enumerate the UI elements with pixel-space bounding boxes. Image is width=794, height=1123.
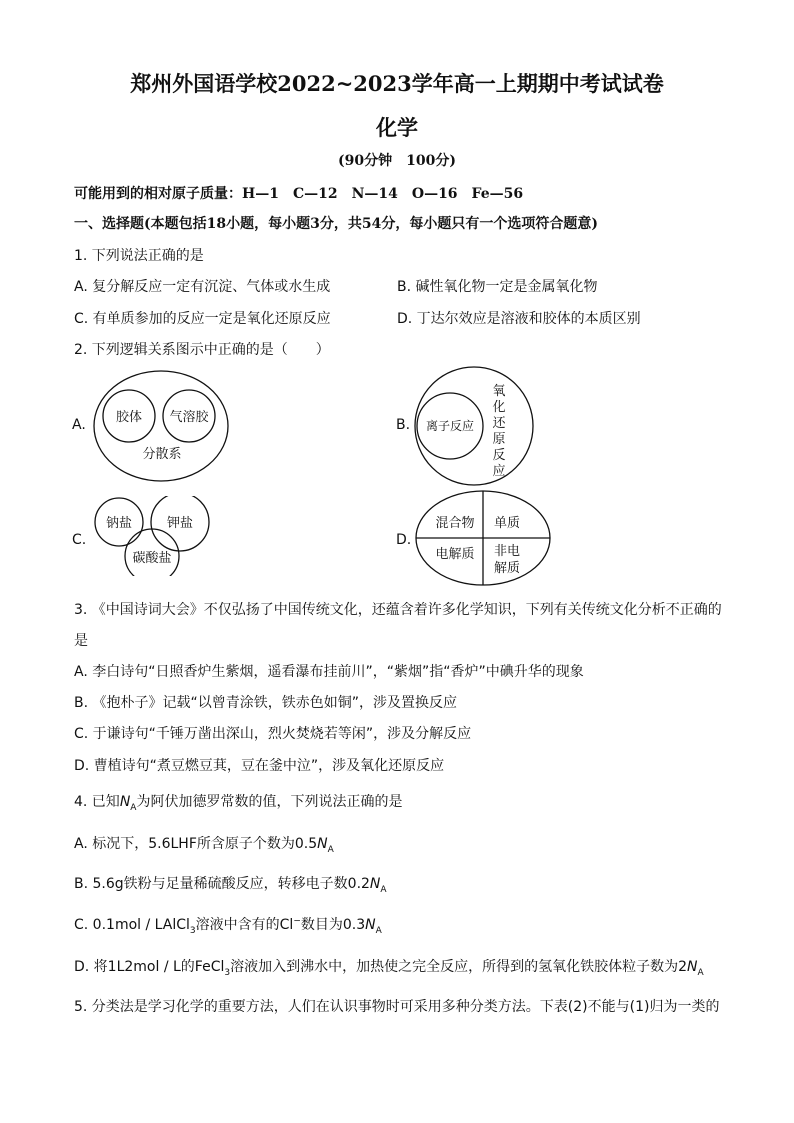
q4-stem: 4. 已知$N_A$为阿伏加德罗常数的值，下列说法正确的是: [74, 794, 403, 813]
q1-option-d: D. 丁达尔效应是溶液和胶体的本质区别: [397, 311, 641, 327]
q3-option-b: B. 《抱朴子》记载“以曾青涂铁，铁赤色如铜”，涉及置换反应: [74, 695, 458, 711]
q4-option-a: A. 标况下，5.6LHF所含原子个数为$0.5N_A$: [74, 836, 334, 855]
q1-option-b: B. 碱性氧化物一定是金属氧化物: [397, 279, 598, 295]
q4-option-b: B. 5.6g铁粉与足量稀硫酸反应，转移电子数$0.2N_A$: [74, 876, 387, 895]
diagram-d-mixture-label: 混合物: [435, 516, 475, 531]
diagram-a: [88, 366, 238, 486]
diagram-d-electrolyte-label: 电解质: [435, 547, 475, 562]
q3-option-a: A. 李白诗句“日照香炉生紫烟，遥看瀑布挂前川”，“紫烟”指“香炉”中碘升华的现象: [74, 664, 584, 680]
diagram-a-colloid-label: 胶体: [115, 410, 143, 425]
q2-label-a: A.: [72, 417, 86, 433]
subject-title: 化学: [376, 115, 418, 140]
time-score: (90分钟 100分): [338, 153, 456, 169]
q3-option-c: C. 于谦诗句“千锤万凿出深山，烈火焚烧若等闲”，涉及分解反应: [74, 726, 472, 742]
diagram-a-aerosol-label: 气溶胶: [169, 410, 209, 425]
q1-option-a: A. 复分解反应一定有沉淀、气体或水生成: [74, 279, 331, 295]
diagram-d: [414, 488, 554, 588]
diagram-b-char-1: 氧: [492, 384, 506, 399]
exam-title: 郑州外国语学校2022~2023学年高一上期期中考试试卷: [130, 71, 664, 96]
q3-stem-line1: 3. 《中国诗词大会》不仅弘扬了中国传统文化，还蕴含着许多化学知识，下列有关传统文化分析不正确的: [74, 602, 722, 618]
diagram-b-char-4: 原: [492, 432, 506, 447]
diagram-c-potassium-label: 钾盐: [166, 516, 194, 531]
q4-option-d: D. 将1L2mol / L的FeCl$_3$溶液加入到沸水中，加热使之完全反应，所得到的氢氧化铁胶体粒子数为$2N_A$: [74, 959, 704, 978]
diagram-c: [88, 496, 218, 576]
diagram-b-char-3: 还: [492, 416, 506, 431]
diagram-d-nonelectrolyte-label-1: 非电: [493, 544, 521, 559]
q1-option-c: C. 有单质参加的反应一定是氧化还原反应: [74, 311, 331, 327]
q2-label-c: C.: [72, 532, 87, 548]
diagram-b: [410, 362, 540, 492]
diagram-b-ionic-label: 离子反应: [425, 419, 475, 433]
q3-option-d: D. 曹植诗句“煮豆燃豆萁，豆在釜中泣”，涉及氧化还原反应: [74, 758, 445, 774]
diagram-c-carbonate-label: 碳酸盐: [132, 551, 172, 566]
diagram-b-char-5: 反: [492, 448, 506, 463]
diagram-d-element-label: 单质: [493, 516, 521, 531]
diagram-c-sodium-label: 钠盐: [105, 516, 133, 531]
atomic-masses: 可能用到的相对原子质量：H—1 C—12 N—14 O—16 Fe—56: [74, 186, 524, 202]
q1-stem: 1. 下列说法正确的是: [74, 248, 204, 264]
q2-label-d: D.: [396, 532, 412, 548]
q4-option-c: C. 0.1mol / LAlCl$_3$溶液中含有的Cl−数目为$0.3N_A$: [74, 916, 382, 936]
q2-label-b: B.: [396, 417, 411, 433]
q3-stem-line2: 是: [74, 633, 88, 649]
diagram-b-char-6: 应: [492, 464, 506, 479]
diagram-a-dispersion-label: 分散系: [142, 447, 182, 462]
q2-stem: 2. 下列逻辑关系图示中正确的是（ ）: [74, 342, 330, 358]
diagram-a-outer-ellipse: [94, 371, 228, 481]
diagram-b-char-2: 化: [492, 400, 506, 415]
q5-stem: 5. 分类法是学习化学的重要方法，人们在认识事物时可采用多种分类方法。下表(2)不能与(1)归为一类的: [74, 999, 720, 1015]
diagram-d-nonelectrolyte-label-2: 解质: [493, 561, 521, 576]
section-heading: 一、选择题(本题包括18小题，每小题3分，共54分，每小题只有一个选项符合题意): [74, 216, 598, 232]
